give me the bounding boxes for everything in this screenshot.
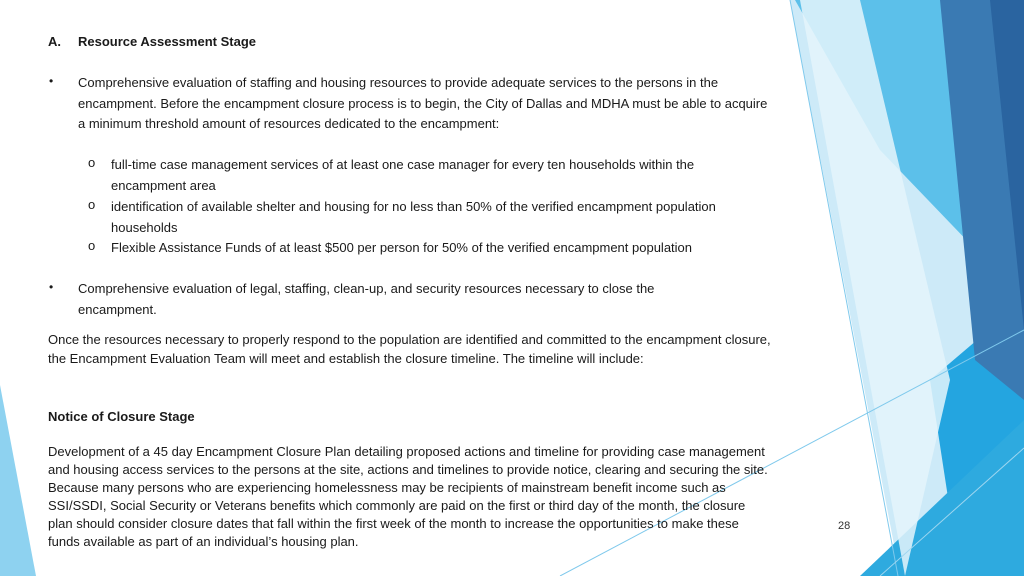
bullet-icon: •	[49, 74, 54, 88]
notice-stage-paragraph: Development of a 45 day Encampment Closure Plan detailing proposed actions and timeline for providing case management and housing access services to the persons at the site, actions and timelines to provide notice, clearing and securing the site. Because many persons who are experiencing homelessness may be recipients of mainstream benefit income such as SSI/SSDI, Social Security or Veterans benefits which commonly are paid on the first or third day of the month, the closure plan should consider closure dates that fall within the first week of the month to increase the opportunities to make these funds available as part of an individual’s housing plan.	[48, 444, 768, 549]
sub-bullet-icon: o	[88, 197, 96, 212]
bullet-icon: •	[49, 280, 54, 294]
bullet-2-text: Comprehensive evaluation of legal, staffing, clean-up, and security resources necessary to close the encampment.	[78, 281, 655, 317]
bullet-1-text: Comprehensive evaluation of staffing and housing resources to provide adequate services to the persons in the encampment. Before the encampment closure process is to begin, the City of Dallas and MDHA must be able to acquire a minimum threshold amount of resources dedicated to the encampment:	[78, 75, 768, 131]
sub-item-3: Flexible Assistance Funds of at least $500 per person for 50% of the verified encampment population	[111, 240, 693, 255]
section-a-letter: A.	[48, 34, 61, 49]
transition-paragraph: Once the resources necessary to properly respond to the population are identified and committed to the encampment closure, the Encampment Evaluation Team will meet and establish the closure timeline. The timeline will include:	[48, 332, 771, 366]
sub-item-1: full-time case management services of at least one case manager for every ten households within the encampment area	[111, 157, 695, 193]
section-a-title: Resource Assessment Stage	[78, 34, 256, 49]
page-number: 28	[838, 520, 851, 532]
sub-bullet-icon: o	[88, 155, 96, 170]
left-edge-shape	[0, 385, 36, 576]
sub-item-2: identification of available shelter and housing for no less than 50% of the verified encampment population households	[111, 199, 716, 235]
sub-bullet-icon: o	[88, 238, 96, 253]
notice-stage-heading: Notice of Closure Stage	[48, 409, 195, 424]
